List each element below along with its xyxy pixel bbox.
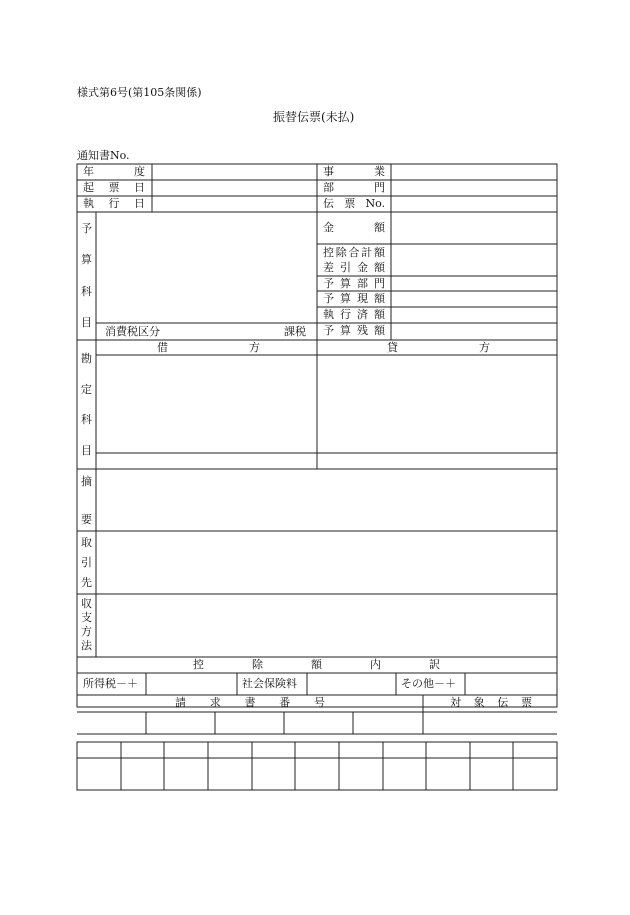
- char: 額: [374, 324, 385, 337]
- budget-remaining-label: [323, 324, 385, 338]
- char: 摘: [81, 475, 92, 488]
- char: 除: [252, 658, 263, 671]
- char: 門: [374, 181, 385, 194]
- char: 請: [175, 696, 186, 709]
- char: 目: [81, 315, 92, 329]
- taxable-label: 課税: [284, 325, 306, 338]
- notice-number-label: 通知書No.: [77, 149, 130, 162]
- char: 算: [340, 324, 351, 337]
- budget-department-label: [323, 277, 385, 291]
- char: 番: [279, 696, 291, 709]
- char: 訳: [429, 658, 440, 671]
- char: 年: [83, 165, 94, 178]
- char: 行: [108, 197, 120, 210]
- char: 支: [81, 611, 92, 624]
- char: 予: [323, 292, 334, 305]
- char: 象: [473, 696, 485, 709]
- form-number: 様式第6号(第105条関係): [77, 86, 202, 99]
- char: 業: [374, 165, 385, 178]
- char: 執: [323, 308, 334, 321]
- char: 額: [374, 308, 385, 321]
- department-label: [323, 181, 385, 195]
- char: 求: [209, 696, 221, 709]
- char: 残: [357, 324, 368, 337]
- business-label: [323, 165, 385, 179]
- char: 方: [479, 341, 490, 354]
- char: 勘: [81, 352, 92, 365]
- invoice-number-header: [175, 696, 325, 710]
- char: 現: [357, 292, 368, 305]
- char: 差: [323, 261, 334, 274]
- char: 部: [323, 181, 334, 194]
- char: 算: [81, 253, 92, 267]
- char: 票: [108, 181, 120, 194]
- char: 行: [340, 308, 351, 321]
- char: 控: [193, 658, 204, 671]
- char: 起: [83, 181, 94, 194]
- char: 予: [81, 222, 92, 235]
- account-subject-label: [77, 352, 96, 458]
- char: 門: [374, 277, 385, 290]
- char: 執: [83, 197, 94, 210]
- char: 合: [348, 246, 360, 259]
- char: 額: [374, 246, 385, 259]
- char: 内: [370, 658, 381, 671]
- fiscal-year-label: [83, 165, 145, 179]
- amount-label: [323, 221, 385, 235]
- voucher-no-label: [323, 197, 385, 211]
- summary-label: [77, 475, 96, 527]
- char: 先: [81, 576, 92, 589]
- other-deduction-label: その他－＋: [401, 677, 456, 690]
- char: 目: [81, 443, 92, 457]
- char: 貸: [387, 341, 398, 354]
- char: 控: [323, 246, 334, 259]
- income-tax-label: 所得税－＋: [83, 677, 138, 690]
- page-title: 振替伝票(未払): [273, 110, 355, 124]
- deduction-total-label: [323, 246, 385, 260]
- char: 科: [81, 413, 92, 427]
- execution-date-label: [83, 197, 145, 211]
- budget-current-label: [323, 292, 385, 306]
- char: 事: [323, 165, 334, 178]
- char: 借: [157, 341, 168, 354]
- issue-date-label: [83, 181, 145, 195]
- char: No.: [365, 197, 385, 210]
- char: 額: [311, 658, 322, 671]
- char: 算: [340, 277, 351, 290]
- char: 度: [134, 165, 145, 178]
- char: 収: [81, 597, 92, 610]
- budget-subject-label: [77, 222, 96, 330]
- char: 予: [323, 324, 334, 337]
- char: 書: [244, 696, 256, 709]
- target-voucher-header: [450, 696, 532, 710]
- char: 額: [374, 292, 385, 305]
- char: 取: [81, 536, 92, 549]
- char: 号: [314, 696, 325, 709]
- char: 金: [323, 221, 334, 234]
- char: 部: [357, 277, 368, 290]
- net-amount-label: [323, 261, 385, 275]
- social-insurance-label: 社会保険料: [242, 677, 297, 690]
- char: 対: [450, 696, 461, 709]
- char: 要: [81, 513, 92, 526]
- char: 除: [335, 246, 347, 259]
- char: 日: [134, 181, 145, 194]
- char: 引: [81, 556, 92, 569]
- char: 日: [134, 197, 145, 210]
- consumption-tax-category-label: 消費税区分: [105, 325, 160, 338]
- char: 引: [340, 261, 351, 274]
- char: 票: [520, 696, 532, 709]
- executed-amount-label: [323, 308, 385, 322]
- char: 予: [323, 277, 334, 290]
- char: 科: [81, 284, 92, 298]
- char: 額: [374, 261, 385, 274]
- vendor-label: [77, 536, 96, 590]
- char: 方: [81, 625, 92, 638]
- char: 金: [357, 261, 368, 274]
- char: 伝: [497, 696, 509, 709]
- char: 計: [361, 246, 373, 259]
- credit-header: [387, 341, 490, 355]
- char: 算: [340, 292, 351, 305]
- char: 定: [81, 382, 92, 396]
- char: 額: [374, 221, 385, 234]
- char: 済: [357, 308, 368, 321]
- debit-header: [157, 341, 260, 355]
- payment-method-label: [77, 598, 96, 652]
- deduction-breakdown-header: [193, 658, 440, 672]
- char: 票: [344, 197, 356, 210]
- char: 法: [81, 639, 92, 652]
- char: 伝: [323, 197, 334, 210]
- char: 方: [249, 341, 260, 354]
